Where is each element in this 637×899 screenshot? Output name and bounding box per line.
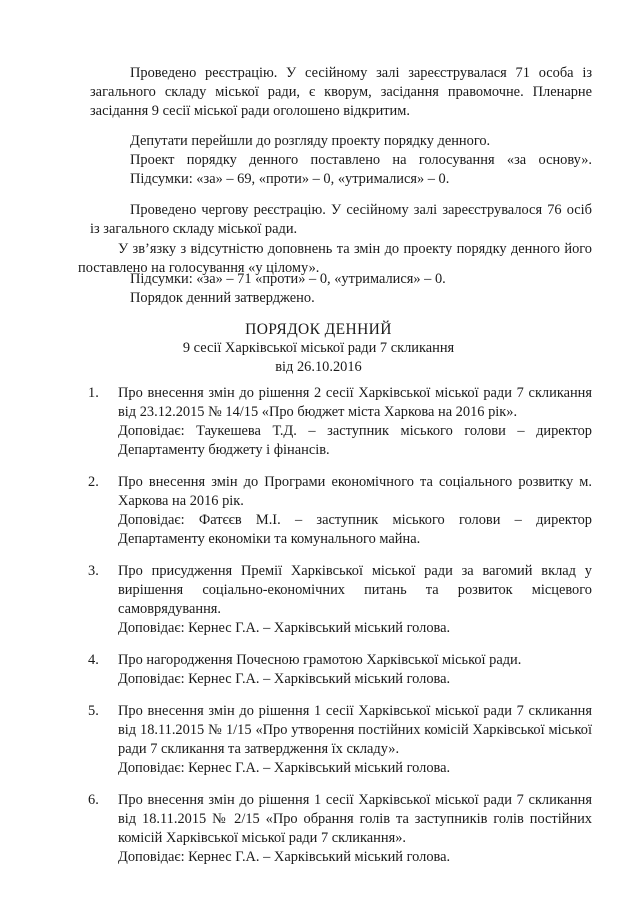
agenda-item-speaker: Доповідає: Фатєєв М.І. – заступник міського голови – директор Департаменту економіки та комунального майна. [118,512,592,547]
agenda-item-speaker: Доповідає: Кернес Г.А. – Харківський міський голова. [118,620,451,636]
agenda-item [88,473,592,549]
agenda-list [88,384,592,880]
agenda-heading [0,320,637,377]
intro-vote-basis-line: Проект порядку денного поставлено на голосування «за основу». [130,152,592,168]
agenda-title: ПОРЯДОК ДЕННИЙ [245,321,392,338]
agenda-item-text: Про внесення змін до рішення 1 сесії Харківської міської ради 7 скликання від 18.11.2015 № 2/15 «Про обрання голів та заступників голів постійних комісій Харківської міської ради 7 скликання». [118,792,592,846]
intro-vote-result-line: Підсумки: «за» – 69, «проти» – 0, «утрималися» – 0. [130,171,450,187]
agenda-item [88,384,592,460]
intro-approved-line: Порядок денний затверджено. [130,290,315,306]
agenda-item-number: 5. [88,703,99,719]
agenda-item-number: 3. [88,563,99,579]
agenda-item [88,651,592,689]
agenda-item-speaker: Доповідає: Кернес Г.А. – Харківський міський голова. [118,849,451,865]
agenda-item-text: Про внесення змін до Програми економічного та соціального розвитку м. Харкова на 2016 рік. [118,474,592,509]
agenda-item [88,702,592,778]
agenda-item-number: 2. [88,474,99,490]
agenda-item-text: Про присудження Премії Харківської міської ради за вагомий вклад у вирішення соціально-економічних питань та розвиток місцевого самоврядування. [118,563,592,617]
intro-final-block [90,270,592,308]
intro-registration-paragraph: Проведено реєстрацію. У сесійному залі зареєструвалася 71 особа із загального складу міської ради, є кворум, засідання правомочне. Пленарне засідання 9 сесії міської ради оголошено відкритим. [90,65,592,119]
agenda-item-speaker: Доповідає: Таукешева Т.Д. – заступник міського голови – директор Департаменту бюджету і фінансів. [118,423,592,458]
agenda-item-number: 1. [88,385,99,401]
agenda-item-number: 4. [88,652,99,668]
agenda-item-text: Про нагородження Почесною грамотою Харківської міської ради. [118,652,522,668]
intro-agenda-line: Депутати перейшли до розгляду проекту порядку денного. [130,133,491,149]
agenda-item-text: Про внесення змін до рішення 2 сесії Харківської міської ради 7 скликання від 23.12.2015 № 14/15 «Про бюджет міста Харкова на 2016 рік». [118,385,592,420]
agenda-subtitle: 9 сесії Харківської міської ради 7 скликання [182,340,455,356]
agenda-item-text: Про внесення змін до рішення 1 сесії Харківської міської ради 7 скликання від 18.11.2015 № 1/15 «Про утворення постійних комісій Харківської міської ради 7 скликання та затвердження їх складу». [118,703,592,757]
agenda-item [88,791,592,867]
agenda-item-speaker: Доповідає: Кернес Г.А. – Харківський міський голова. [118,760,451,776]
agenda-item-speaker: Доповідає: Кернес Г.А. – Харківський міський голова. [118,671,451,687]
agenda-date: від 26.10.2016 [275,359,362,375]
intro-final-result-line: Підсумки: «за» – 71 «проти» – 0, «утрималися» – 0. [130,271,446,287]
intro-agenda-vote-block [90,132,592,189]
agenda-item [88,562,592,638]
intro-whole-vote-paragraph: У зв’язку з відсутністю доповнень та змін до проекту порядку денного його поставлено на голосування «у цілому». [78,241,592,276]
agenda-item-number: 6. [88,792,99,808]
intro-reregistration-paragraph: Проведено чергову реєстрацію. У сесійному залі зареєструвалося 76 осіб із загального складу міської ради. [90,202,592,237]
